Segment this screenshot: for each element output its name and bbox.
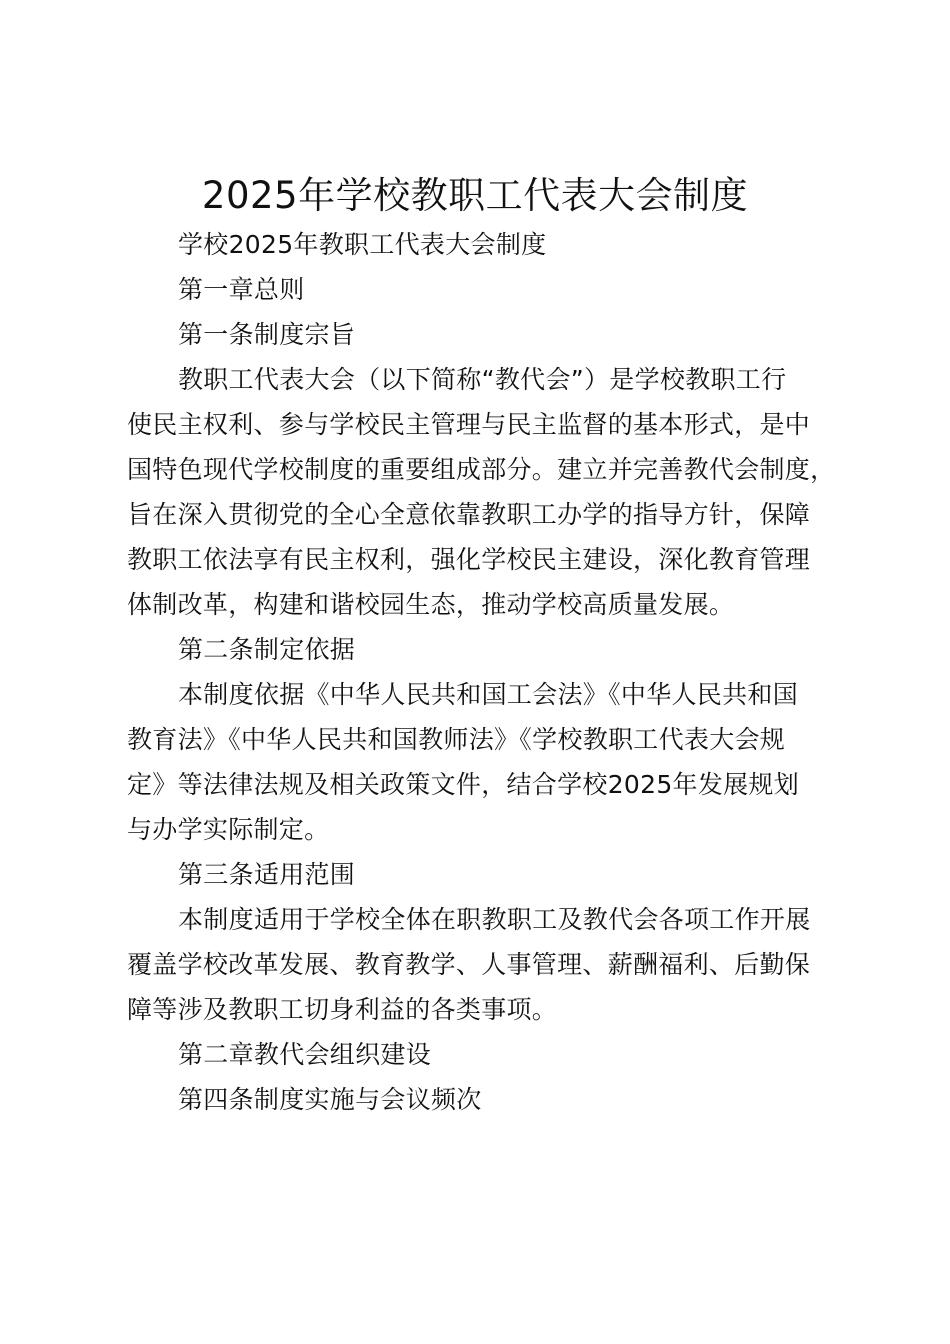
body-line: 教职工依法享有民主权利，强化学校民主建设，深化教育管理	[127, 545, 811, 574]
body-line: 国特色现代学校制度的重要组成部分。建立并完善教代会制度，	[127, 455, 836, 484]
body-line: 障等涉及教职工切身利益的各类事项。	[127, 995, 558, 1024]
body-line: 与办学实际制定。	[127, 815, 330, 844]
body-line: 第二条制定依据	[178, 635, 356, 664]
body-line: 使民主权利、参与学校民主管理与民主监督的基本形式，是中	[127, 410, 811, 439]
document-title: 2025年学校教职工代表大会制度	[201, 174, 749, 217]
body-line: 覆盖学校改革发展、教育教学、人事管理、薪酬福利、后勤保	[127, 950, 811, 979]
body-line: 定》等法律法规及相关政策文件，结合学校2025年发展规划	[127, 770, 800, 799]
body-line: 旨在深入贯彻党的全心全意依靠教职工办学的指导方针，保障	[127, 500, 811, 529]
body-line: 第三条适用范围	[178, 860, 356, 889]
body-line: 本制度依据《中华人民共和国工会法》《中华人民共和国	[178, 680, 799, 709]
body-line: 第一章总则	[178, 275, 305, 304]
body-line: 教职工代表大会（以下简称“教代会”）是学校教职工行	[178, 365, 787, 394]
body-line: 第一条制度宗旨	[178, 320, 356, 349]
body-line: 学校2025年教职工代表大会制度	[178, 230, 547, 259]
body-line: 本制度适用于学校全体在职教职工及教代会各项工作开展	[178, 905, 811, 934]
body-line: 体制改革，构建和谐校园生态，推动学校高质量发展。	[127, 590, 735, 619]
body-line: 教育法》《中华人民共和国教师法》《学校教职工代表大会规	[127, 725, 786, 754]
body-line: 第四条制度实施与会议频次	[178, 1085, 482, 1114]
body-line: 第二章教代会组织建设	[178, 1040, 432, 1069]
document-body	[127, 222, 847, 1122]
